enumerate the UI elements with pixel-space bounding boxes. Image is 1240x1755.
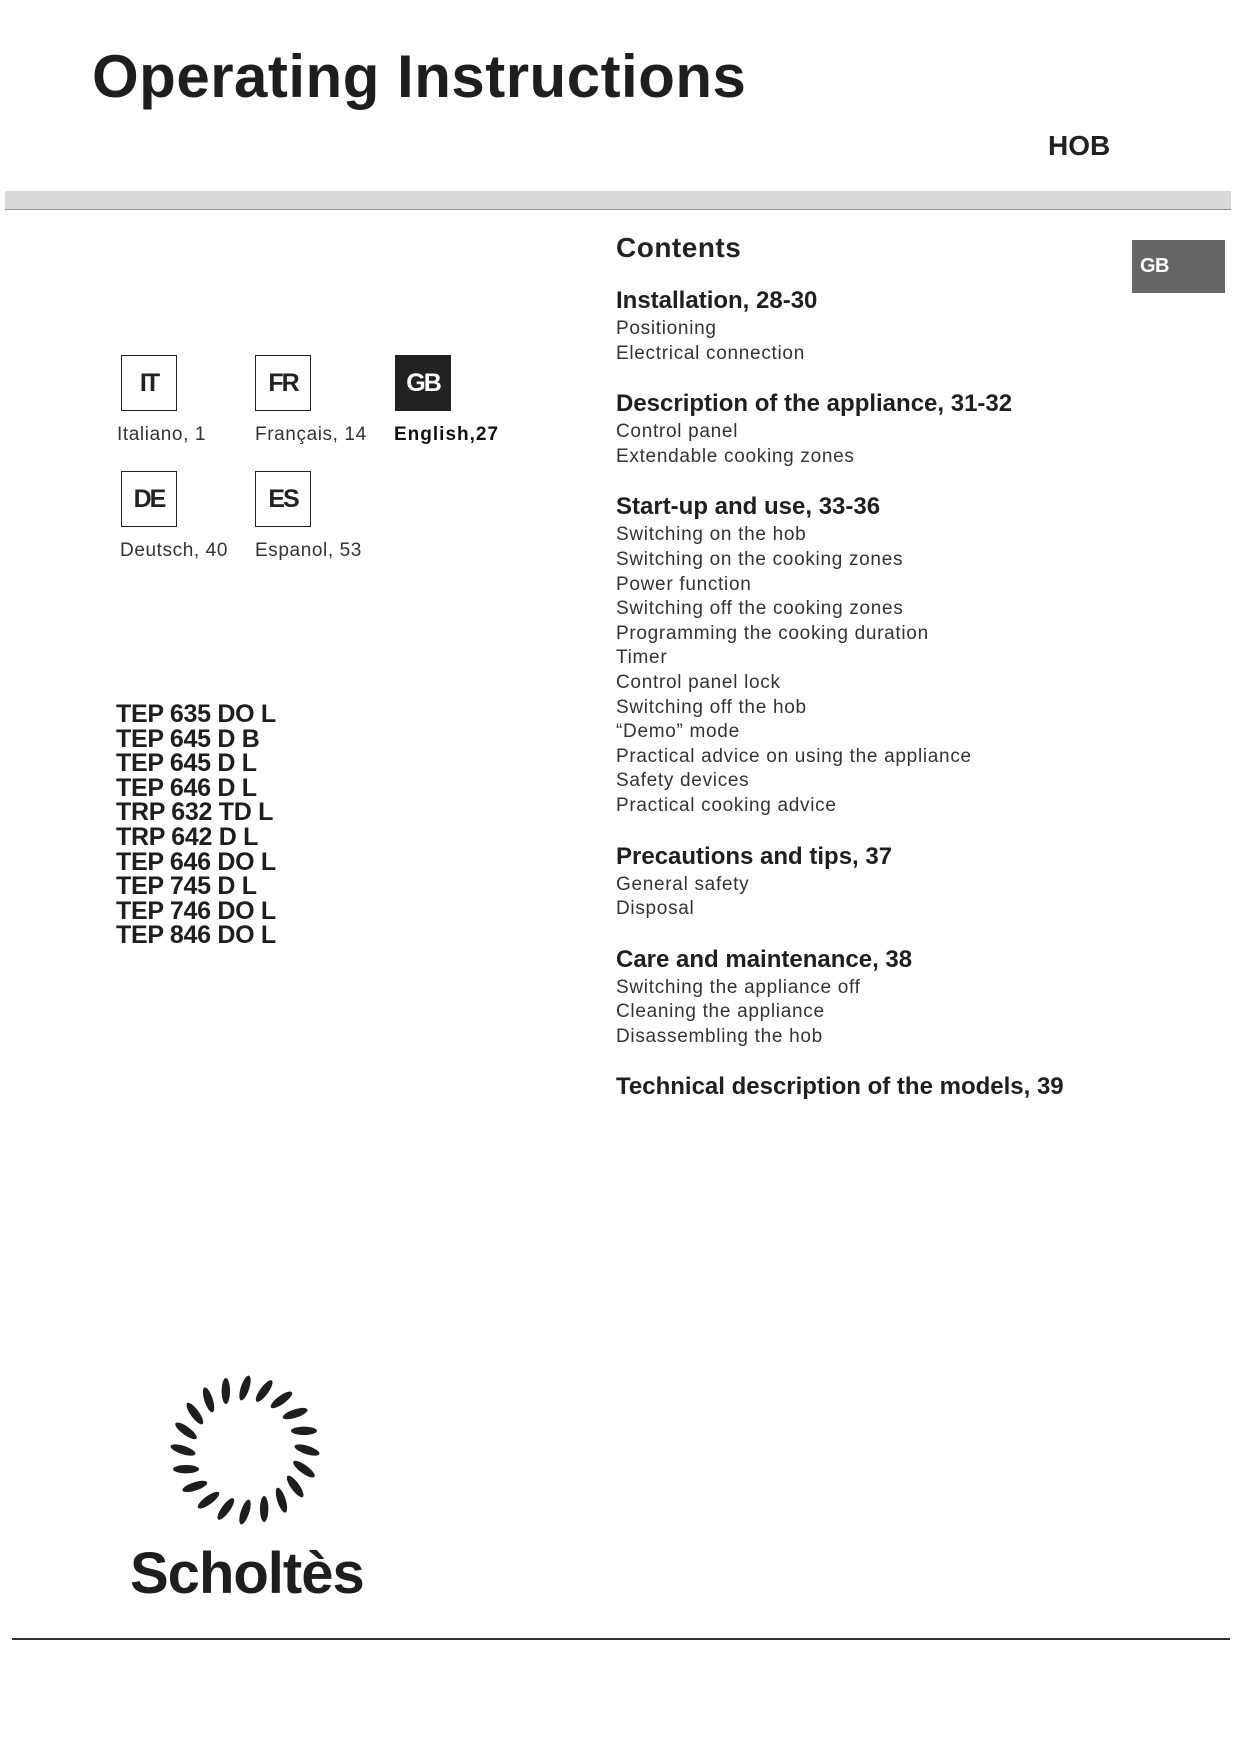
lang-label-fr[interactable]: Français, 14 [255, 424, 367, 445]
lang-label-it[interactable]: Italiano, 1 [117, 424, 206, 445]
brand-name: Scholtès [130, 1541, 364, 1606]
toc-item[interactable]: Safety devices [616, 770, 750, 792]
header-divider-bar [5, 191, 1231, 210]
toc-section-title[interactable]: Precautions and tips, 37 [616, 842, 893, 870]
sun-petal [222, 1378, 230, 1404]
model-item: TEP 635 DO L [116, 700, 276, 728]
sun-petal [291, 1458, 317, 1480]
sun-petal [201, 1386, 217, 1413]
toc-item[interactable]: Cleaning the appliance [616, 1001, 825, 1023]
toc-section-title[interactable]: Installation, 28-30 [616, 287, 818, 314]
lang-box-it[interactable]: IT [121, 355, 177, 411]
sun-petal [184, 1401, 206, 1427]
model-item: TEP 846 DO L [116, 921, 276, 950]
toc-section-technical [616, 1071, 1176, 1103]
toc-item[interactable]: Programming the cooking duration [616, 622, 929, 644]
toc-item[interactable]: Practical cooking advice [616, 794, 837, 816]
toc-section-installation [616, 285, 1176, 366]
sun-petal [253, 1378, 275, 1404]
sun-burst-icon [155, 1360, 335, 1545]
toc-item[interactable]: Switching on the cooking zones [616, 548, 904, 570]
sun-petal [173, 1420, 199, 1442]
contents-heading: Contents [616, 232, 742, 263]
toc-section-title[interactable]: Description of the appliance, 31-32 [616, 390, 1013, 418]
page-title: Operating Instructions [92, 43, 747, 110]
model-item: TRP 642 D L [116, 822, 259, 851]
sun-petal [181, 1478, 208, 1494]
model-item: TEP 646 D L [116, 773, 257, 802]
sun-burst-graphic [155, 1360, 335, 1540]
toc-item[interactable]: Disposal [616, 898, 695, 920]
model-item: TEP 746 DO L [116, 896, 276, 925]
toc-item[interactable]: Switching the appliance off [616, 976, 861, 998]
toc-item[interactable]: Positioning [616, 318, 717, 339]
toc-section-description [616, 388, 1176, 469]
sun-petal [260, 1496, 268, 1522]
toc-item[interactable]: Control panel [616, 421, 739, 443]
lang-label-de[interactable]: Deutsch, 40 [120, 540, 228, 561]
toc-item[interactable]: Power function [616, 573, 752, 595]
toc-section-title[interactable]: Care and maintenance, 38 [616, 945, 913, 973]
toc-item[interactable]: Control panel lock [616, 671, 781, 693]
sun-petal [293, 1442, 320, 1458]
lang-box-fr[interactable]: FR [255, 355, 311, 411]
sun-petal [284, 1473, 306, 1499]
toc-item[interactable]: Switching off the cooking zones [616, 598, 904, 620]
sun-petal [173, 1465, 199, 1473]
product-type: HOB [1048, 130, 1111, 161]
model-item: TEP 645 D L [116, 749, 257, 778]
sun-petal [273, 1486, 289, 1513]
lang-label-es[interactable]: Espanol, 53 [255, 540, 362, 561]
toc-item[interactable]: Electrical connection [616, 342, 805, 364]
sun-petal [268, 1389, 294, 1411]
lang-box-es[interactable]: ES [255, 471, 311, 527]
sun-petal [215, 1496, 237, 1522]
sun-petal [237, 1498, 253, 1525]
lang-label-gb[interactable]: English,27 [394, 424, 500, 445]
lang-box-de[interactable]: DE [121, 471, 177, 527]
language-side-tab: GB [1132, 240, 1225, 293]
footer-divider [12, 1638, 1230, 1640]
sun-petal [169, 1442, 196, 1458]
toc-item[interactable]: Extendable cooking zones [616, 445, 855, 467]
sun-petal [237, 1374, 253, 1401]
toc-section-care [616, 944, 1176, 1050]
toc-item[interactable]: Disassembling the hob [616, 1025, 823, 1047]
toc-item[interactable]: Practical advice on using the appliance [616, 745, 972, 767]
toc-item[interactable]: Switching off the hob [616, 696, 807, 718]
toc-section-startup [616, 491, 1176, 818]
toc-item[interactable]: Timer [616, 647, 668, 669]
table-of-contents [616, 285, 1176, 1125]
toc-item[interactable]: Switching on the hob [616, 524, 807, 546]
toc-item[interactable]: “Demo” mode [616, 721, 740, 743]
toc-section-title[interactable]: Technical description of the models, 39 [616, 1073, 1064, 1101]
model-item: TEP 745 D L [116, 872, 257, 901]
sun-petal [281, 1406, 308, 1422]
toc-section-title[interactable]: Start-up and use, 33-36 [616, 493, 881, 521]
toc-item[interactable]: General safety [616, 873, 750, 895]
sun-petal [291, 1427, 317, 1435]
model-item: TEP 646 DO L [116, 847, 276, 876]
model-item: TEP 645 D B [116, 724, 260, 753]
lang-box-gb[interactable]: GB [395, 355, 451, 411]
sun-petal [196, 1489, 222, 1511]
model-item: TRP 632 TD L [116, 798, 274, 827]
toc-section-precautions [616, 841, 1176, 922]
model-list [116, 702, 276, 948]
